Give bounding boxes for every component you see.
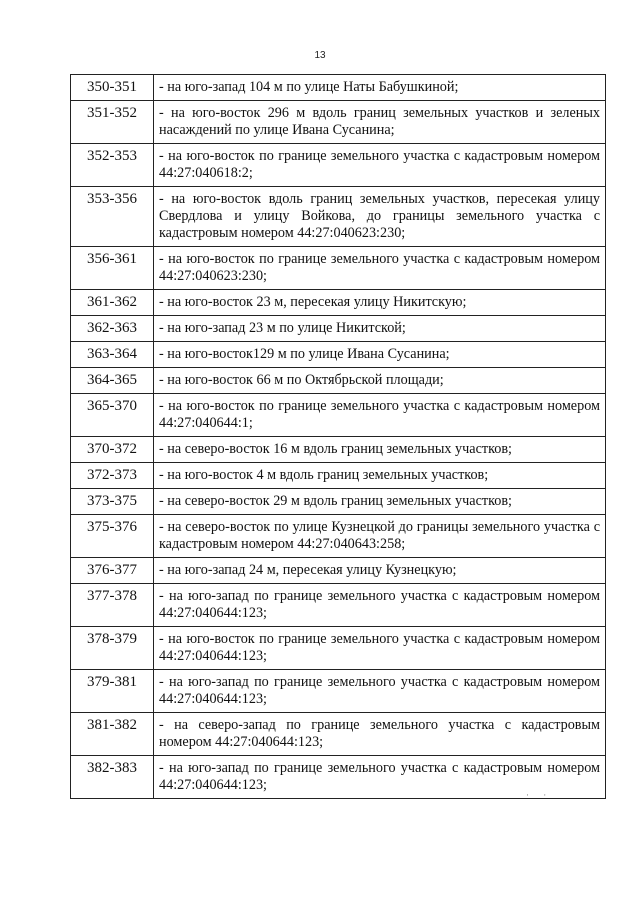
description-cell: - на юго-запад 104 м по улице Наты Бабушкиной; <box>154 75 606 101</box>
segment-cell: 378-379 <box>71 627 154 670</box>
segment-cell: 372-373 <box>71 463 154 489</box>
description-cell: - на юго-восток 66 м по Октябрьской площади; <box>154 368 606 394</box>
description-cell: - на северо-восток 29 м вдоль границ земельных участков; <box>154 489 606 515</box>
table-row <box>71 558 606 584</box>
table-row <box>71 463 606 489</box>
segment-cell: 382-383 <box>71 756 154 799</box>
description-cell: - на юго-запад по границе земельного участка с кадастровым номером 44:27:040644:123; <box>154 670 606 713</box>
segment-cell: 350-351 <box>71 75 154 101</box>
description-cell: - на северо-восток 16 м вдоль границ земельных участков; <box>154 437 606 463</box>
boundary-route-table <box>70 74 606 799</box>
description-cell: - на юго-запад по границе земельного участка с кадастровым номером 44:27:040644:123; <box>154 584 606 627</box>
segment-cell: 353-356 <box>71 187 154 247</box>
description-cell: - на юго-восток по границе земельного участка с кадастровым номером 44:27:040623:230; <box>154 247 606 290</box>
description-cell: - на северо-восток по улице Кузнецкой до границы земельного участка с кадастровым номером 44:27:040643:258; <box>154 515 606 558</box>
scan-speck: · · <box>526 790 553 800</box>
segment-cell: 364-365 <box>71 368 154 394</box>
description-cell: - на юго-восток 23 м, пересекая улицу Никитскую; <box>154 290 606 316</box>
description-cell: - на северо-запад по границе земельного участка с кадастровым номером 44:27:040644:123; <box>154 713 606 756</box>
table-row <box>71 515 606 558</box>
segment-cell: 376-377 <box>71 558 154 584</box>
segment-cell: 373-375 <box>71 489 154 515</box>
table-row <box>71 394 606 437</box>
table-row <box>71 144 606 187</box>
description-cell: - на юго-запад 23 м по улице Никитской; <box>154 316 606 342</box>
description-cell: - на юго-восток 296 м вдоль границ земельных участков и зеленых насаждений по улице Ивана Сусанина; <box>154 101 606 144</box>
table-row <box>71 342 606 368</box>
segment-cell: 352-353 <box>71 144 154 187</box>
table-row <box>71 670 606 713</box>
table-row <box>71 489 606 515</box>
segment-cell: 375-376 <box>71 515 154 558</box>
segment-cell: 356-361 <box>71 247 154 290</box>
segment-cell: 365-370 <box>71 394 154 437</box>
description-cell: - на юго-восток129 м по улице Ивана Сусанина; <box>154 342 606 368</box>
segment-cell: 362-363 <box>71 316 154 342</box>
segment-cell: 379-381 <box>71 670 154 713</box>
segment-cell: 377-378 <box>71 584 154 627</box>
segment-cell: 370-372 <box>71 437 154 463</box>
table-row <box>71 368 606 394</box>
table-row <box>71 584 606 627</box>
table-row <box>71 290 606 316</box>
table-row <box>71 247 606 290</box>
table-row <box>71 75 606 101</box>
description-cell: - на юго-запад по границе земельного участка с кадастровым номером 44:27:040644:123; <box>154 756 606 799</box>
segment-cell: 351-352 <box>71 101 154 144</box>
description-cell: - на юго-восток по границе земельного участка с кадастровым номером 44:27:040644:123; <box>154 627 606 670</box>
description-cell: - на юго-запад 24 м, пересекая улицу Кузнецкую; <box>154 558 606 584</box>
description-cell: - на юго-восток 4 м вдоль границ земельных участков; <box>154 463 606 489</box>
table-row <box>71 713 606 756</box>
table-row <box>71 101 606 144</box>
description-cell: - на юго-восток вдоль границ земельных участков, пересекая улицу Свердлова и улицу Войкова, до границы земельного участка с кадастровым номером 44:27:040623:230; <box>154 187 606 247</box>
segment-cell: 381-382 <box>71 713 154 756</box>
table-row <box>71 187 606 247</box>
description-cell: - на юго-восток по границе земельного участка с кадастровым номером 44:27:040618:2; <box>154 144 606 187</box>
table-row <box>71 316 606 342</box>
page-number: 13 <box>314 50 326 61</box>
table-row <box>71 627 606 670</box>
description-cell: - на юго-восток по границе земельного участка с кадастровым номером 44:27:040644:1; <box>154 394 606 437</box>
segment-cell: 361-362 <box>71 290 154 316</box>
segment-cell: 363-364 <box>71 342 154 368</box>
table-row <box>71 437 606 463</box>
